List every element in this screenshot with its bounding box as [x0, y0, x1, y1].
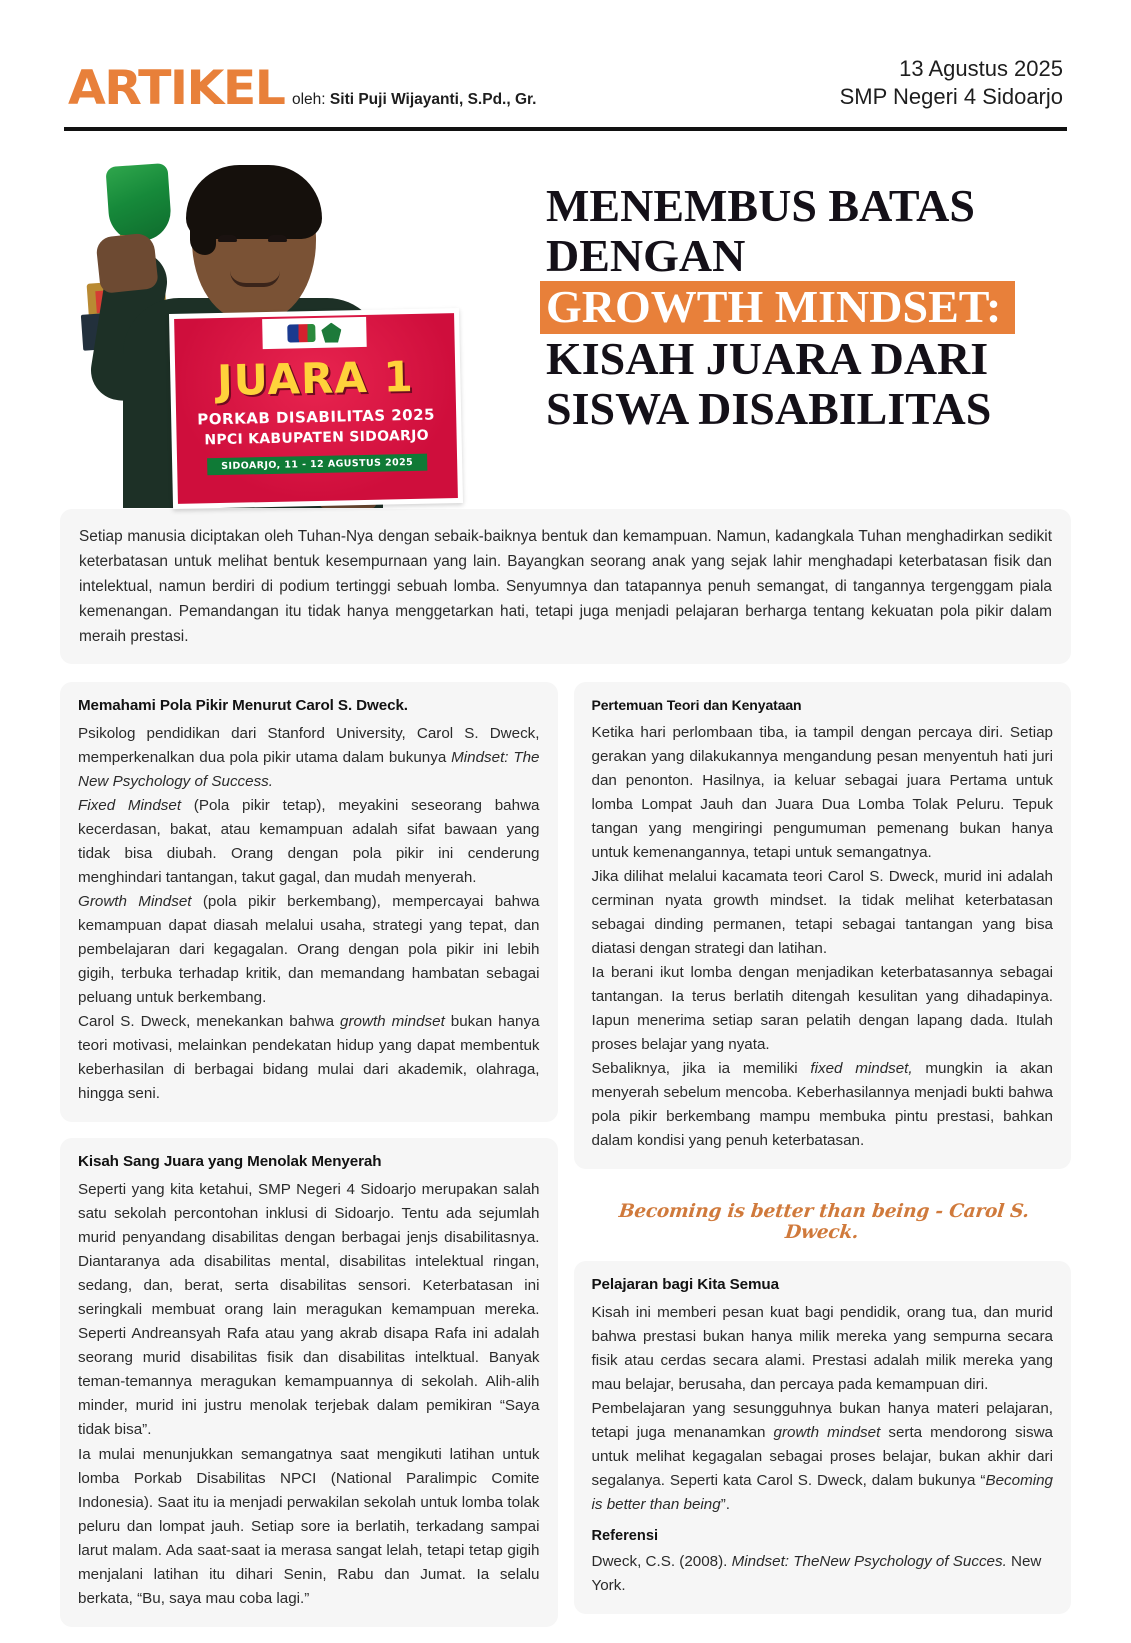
regency-emblem-icon — [321, 323, 341, 343]
l1p3-term: Growth Mindset — [78, 893, 192, 911]
school-name: SMP Negeri 4 Sidoarjo — [839, 84, 1063, 110]
r2p2c: ”. — [720, 1496, 730, 1514]
card-pertemuan-teori — [574, 682, 1072, 1169]
award-banner-inner — [174, 313, 458, 504]
left-section1-paragraph-2 — [78, 794, 540, 890]
l1p1-book-title: Mindset: The New Psychology of Success. — [78, 749, 540, 791]
l1p4b: bukan hanya teori motivasi, melainkan pendekatan hidup yang dapat membentuk keberhasilan di berbagai bidang mulai dari akademik, olahraga, hingga seni. — [78, 1013, 540, 1103]
trophy-cup-icon — [105, 163, 172, 243]
title-line-1: MENEMBUS BATAS — [546, 180, 975, 232]
right-column — [574, 682, 1072, 1629]
banner-subtitle-1: PORKAB DISABILITAS 2025 — [197, 405, 436, 429]
ref-city: New York. — [591, 1552, 1042, 1594]
l1p1a: Psikolog pendidikan dari Stanford University, Carol S. Dweck, memperkenalkan dua pola pikir utama dalam bukunya — [78, 725, 540, 767]
title-highlight: GROWTH MINDSET: — [540, 281, 1015, 335]
student-eye-left — [218, 235, 237, 242]
byline-author-name: Siti Puji Wijayanti, S.Pd., Gr. — [329, 91, 537, 109]
left-column — [60, 682, 558, 1643]
banner-subtitle-2: NPCI KABUPATEN SIDOARJO — [204, 427, 430, 449]
award-banner-logos — [262, 317, 367, 349]
ref-title: Mindset: TheNew Psychology of Succes. — [731, 1552, 1007, 1570]
award-banner — [169, 308, 463, 509]
left-section2-heading: Kisah Sang Juara yang Menolak Menyerah — [78, 1153, 382, 1171]
left-section1-paragraph-1 — [78, 722, 540, 794]
title-line-2: DENGAN — [546, 229, 746, 281]
r1p4-term: fixed mindset, — [810, 1060, 913, 1078]
references-heading: Referensi — [591, 1527, 659, 1544]
l1p2b: (Pola pikir tetap), meyakini seseorang bahwa kecerdasan, bakat, atau kemampuan adalah sifat bawaan yang tidak bisa diubah. Orang dengan pola pikir ini cenderung menghindari tantangan, takut gagal, dan mudah menyerah. — [78, 797, 540, 887]
right-section2-paragraph-1: Kisah ini memberi pesan kuat bagi pendidik, orang tua, dan murid bahwa prestasi bukan hanya milik mereka yang sempurna secara fisik atau cerdas secara alami. Prestasi adalah milik mereka yang mau belajar, berusaha, dan percaya pada kemampuan diri. — [591, 1304, 1053, 1394]
right-section1-paragraph-4 — [592, 1057, 1054, 1153]
card-memahami-pola-pikir — [60, 682, 558, 1122]
article-title — [538, 143, 1083, 433]
champion-photo — [68, 143, 538, 508]
left-section1-paragraph-4 — [78, 1010, 540, 1106]
banner-title: JUARA 1 — [216, 352, 415, 406]
ref-author-year: Dweck, C.S. (2008). — [591, 1552, 732, 1570]
r2p2a: Pembelajaran yang sesungguhnya bukan hanya materi pelajaran, tetapi juga menanamkan — [591, 1400, 1053, 1442]
pull-quote: Becoming is better than being - Carol S. Dweck. — [617, 1201, 1030, 1244]
left-section2-paragraph-1: Seperti yang kita ketahui, SMP Negeri 4 Sidoarjo merupakan salah satu sekolah percontohan inklusi di Sidoarjo. Tentu ada sejumlah murid penyandang disabilitas dengan berbagai jenjs disabilitasnya. Diantaranya ada disabilitas mental, disabilitas intelektual ringan, sedang, dan, berat, serta disabilitas sensori. Keterbatasan ini seringkali membuat orang lain meragukan kemampuan mereka. Seperti Andreansyah Rafa atau yang akrab disapa Rafa ini adalah seorang murid disabilitas fisik dan disabilitas intelktual. Banyak teman-temannya meragukan kemampuannya di sekolah. Alih-alih minder, murid ini justru menolak terjebak dalam pemikiran “Saya tidak bisa”. — [78, 1181, 540, 1439]
right-section1-paragraph-3: Ia berani ikut lomba dengan menjadikan keterbatasannya sebagai tantangan. Ia terus berlatih ditengah kesulitan yang dihadapinya. Iapun menerima setiap saran pelatih dengan lapang dada. Itulah proses belajar yang nyata. — [591, 964, 1053, 1054]
right-section2-heading: Pelajaran bagi Kita Semua — [591, 1276, 779, 1294]
r2p2-quote: Becoming is better than being — [591, 1472, 1053, 1514]
masthead — [40, 0, 1091, 118]
right-section1-heading: Pertemuan Teori dan Kenyataan — [591, 697, 802, 714]
right-section1-paragraph-2: Jika dilihat melalui kacamata teori Carol S. Dweck, murid ini adalah cerminan nyata growth mindset. Ia tidak melihat keterbatasan sebagai dinding permanen, tetapi sebagai tantangan yang bisa diatasi dengan strategi dan latihan. — [591, 868, 1053, 958]
student-hair — [186, 165, 322, 239]
byline — [292, 92, 537, 111]
publication-date: 13 Agustus 2025 — [899, 56, 1063, 81]
two-column-body — [60, 682, 1071, 1643]
right-section2-paragraph-2 — [592, 1397, 1054, 1517]
l1p3b: (pola pikir berkembang), mempercayai bahwa kemampuan dapat diasah melalui usaha, strategi yang tepat, dan pembelajaran dari kegagalan. Orang dengan pola pikir ini lebih gigih, terbuka terhadap kritik, dan memandang hambatan sebagai peluang untuk berkembang. — [78, 893, 540, 1007]
page-kicker: ARTIKEL — [68, 61, 285, 117]
masthead-left — [68, 61, 537, 117]
left-section1-heading: Memahami Pola Pikir Menurut Carol S. Dweck. — [78, 697, 408, 715]
left-section1-paragraph-3 — [78, 890, 540, 1010]
r2p2b: serta mendorong siswa untuk melihat kegagalan sebagai proses belajar, bukan akhir dari segalanya. Seperti kata Carol S. Dweck, dalam bukunya “ — [591, 1424, 1053, 1490]
r1p4b: mungkin ia akan menyerah sebelum mencoba. Keberhasilannya menjadi bukti bahwa pola pikir berkembang mampu membuka pintu prestasi, bahkan dalam kondisi yang penuh keterbatasan. — [591, 1060, 1053, 1150]
masthead-right — [840, 55, 1063, 112]
title-line-4: SISWA DISABILITAS — [546, 383, 992, 434]
student-hand-raised — [95, 232, 159, 294]
banner-subtitle-3: SIDOARJO, 11 - 12 AGUSTUS 2025 — [207, 454, 427, 476]
hero-section — [40, 131, 1091, 501]
intro-paragraph: Setiap manusia diciptakan oleh Tuhan-Nya dengan sebaik-baiknya bentuk dan kemampuan. Namun, kadangkala Tuhan menghadirkan sedikit keterbatasan untuk melihat bentuk kesempurnaan yang lain. Bayangkan seorang anak yang sejak lahir menghadapi keterbatasan fisik dan intelektual, namun berdiri di podium tertinggi sebuah lomba. Senyumnya dan tatapannya penuh semangat, di tangannya tergenggam piala kemenangan. Pemandangan itu tidak hanya menggetarkan hati, tetapi juga menjadi pelajaran berharga tentang kekuatan pola pikir dalam meraih prestasi. — [60, 509, 1071, 664]
l1p4a: Carol S. Dweck, menekankan bahwa — [78, 1013, 341, 1031]
r2p2-term: growth mindset — [773, 1424, 881, 1442]
card-pelajaran-bagi-kita — [574, 1261, 1072, 1613]
l1p2-term: Fixed Mindset — [78, 797, 182, 815]
card-kisah-sang-juara — [60, 1138, 558, 1626]
r1p4a: Sebaliknya, jika ia memiliki — [591, 1060, 811, 1078]
title-line-3: KISAH JUARA DARI — [546, 333, 989, 385]
l1p4-term: growth mindset — [340, 1013, 445, 1031]
left-section2-paragraph-2: Ia mulai menunjukkan semangatnya saat mengikuti latihan untuk lomba Porkab Disabilitas NPCI (National Paralimpic Comite Indonesia). Saat itu ia menjadi perwakilan sekolah untuk lomba tolak peluru dan lompat jauh. Setiap sore ia berlatih, terkadang sampai larut malam. Ada saat-saat ia merasa sangat lelah, tetapi tetap gigih menjalani latihan itu dihari Senin, Rabu dan Jumat. Ia selalu berkata, “Bu, saya mau coba lagi.” — [78, 1445, 540, 1607]
npci-logo-icon — [287, 324, 315, 343]
student-eye-right — [268, 235, 287, 242]
reference-entry — [592, 1550, 1054, 1598]
byline-prefix: oleh: — [291, 91, 326, 109]
right-section1-paragraph-1: Ketika hari perlombaan tiba, ia tampil dengan percaya diri. Setiap gerakan yang dilakukannya mengandung pesan menyentuh hati juri dan penonton. Hasilnya, ia keluar sebagai juara Pertama untuk lomba Lompat Jauh dan Juara Dua Lomba Tolak Peluru. Tepuk tangan yang mengiringi pengumuman pemenang bukan hanya untuk kemenangannya, tetapi untuk semangatnya. — [591, 724, 1053, 862]
